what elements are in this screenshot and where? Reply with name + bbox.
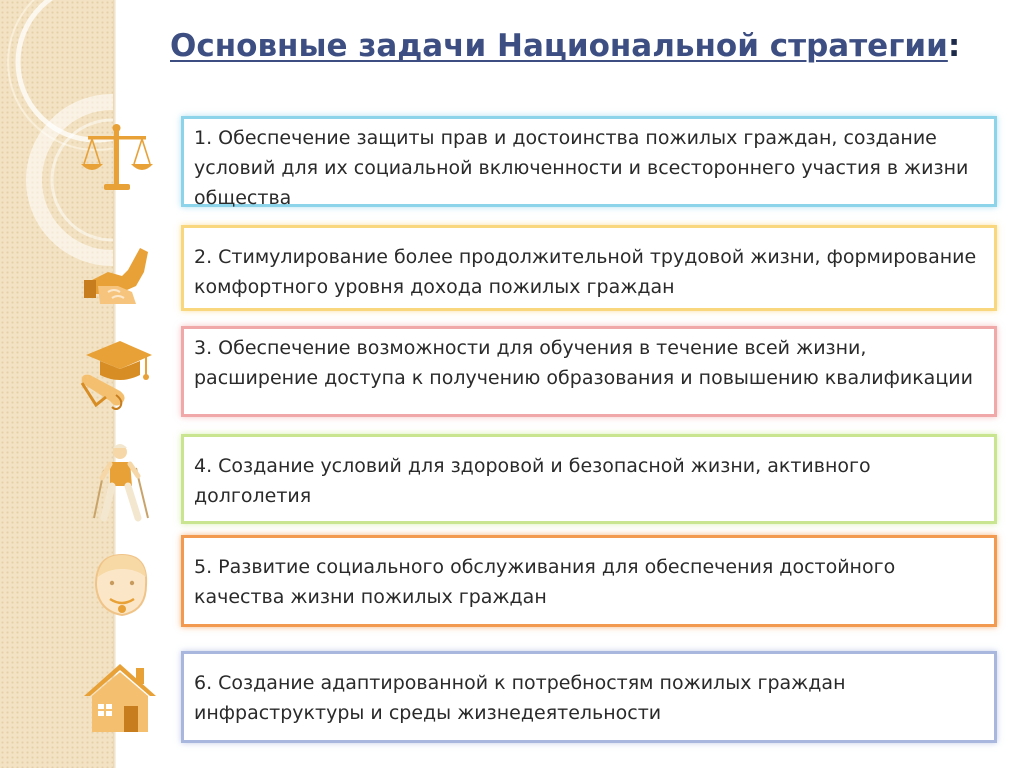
title-colon: : (947, 28, 961, 64)
graduation-cap-icon (76, 335, 154, 417)
task-2: 2. Стимулирование более продолжительной трудовой жизни, формирование комфортного уровня дохода пожилых граждан (181, 225, 997, 311)
task-4: 4. Создание условий для здоровой и безопасной жизни, активного долголетия (181, 434, 997, 524)
walking-elder-icon (80, 440, 158, 522)
task-1: 1. Обеспечение защиты прав и достоинства пожилых граждан, создание условий для их социальной включенности и всестороннего участия в жизни общества (181, 116, 997, 207)
handshake-icon (78, 242, 156, 324)
title-main: Основные задачи Национальной стратегии (170, 28, 948, 64)
scales-icon (78, 120, 156, 202)
house-icon (80, 656, 158, 738)
page-title (170, 28, 960, 64)
task-5: 5. Развитие социального обслуживания для обеспечения достойного качества жизни пожилых граждан (181, 535, 997, 627)
task-6: 6. Создание адаптированной к потребностям пожилых граждан инфраструктуры и среды жизнедеятельности (181, 651, 997, 743)
task-3: 3. Обеспечение возможности для обучения в течение всей жизни, расширение доступа к получению образования и повышению квалификации (181, 326, 997, 417)
elder-face-icon (82, 545, 160, 627)
